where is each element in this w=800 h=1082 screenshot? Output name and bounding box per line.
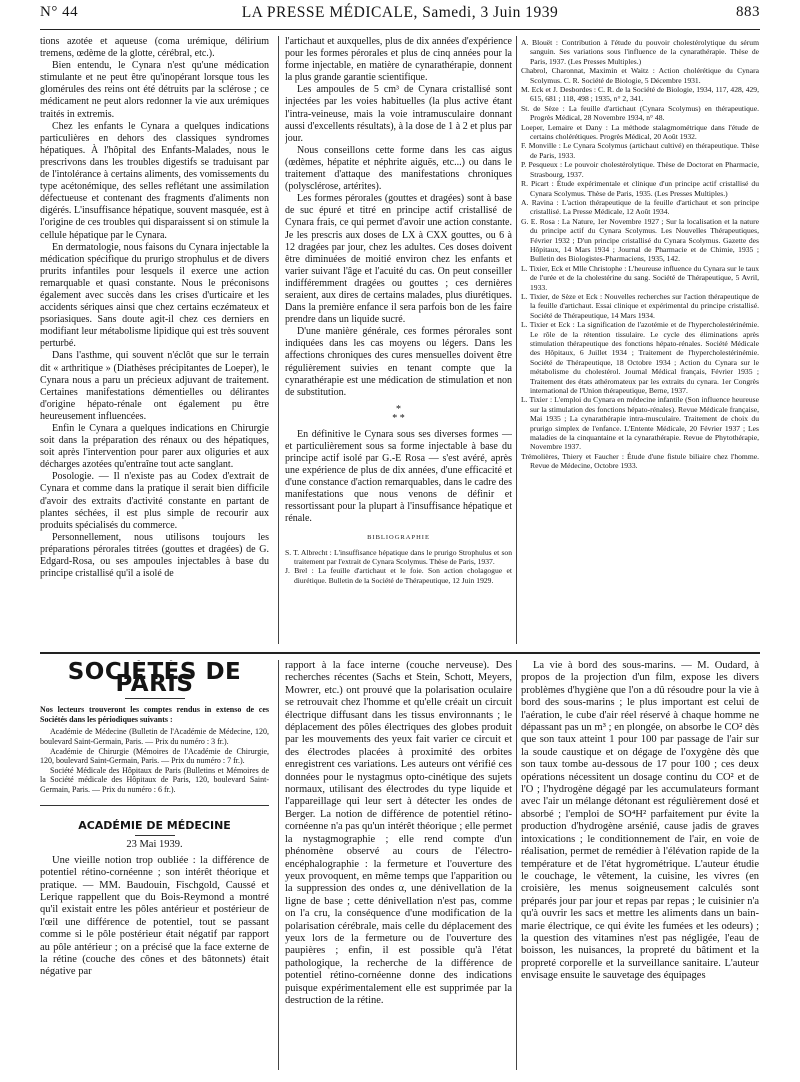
paragraph: La vie à bord des sous-marins. — M. Oudard, à propos de la projection d'un film, expose les divers problèmes d'hygiène que l'on a dû résoudre pour la vie à bord des sous-marins ; le plus important est celui de l'aération, le cube d'air réel réservé à chaque homme ne dépassant pas un m³ ; en plongée, on absorbe le CO² dès que son taux atteint 1 pour 100 par passage de l'air sur la soude caustique et on dégage de l'oxygène dès que son taux tombe au-dessous de 17 pour 100 ; ces deux opérations nécessitent un dosage continu du CO² et de l'O ; l'hydrogène dégagé par les accumulateurs formant avec l'air un mélange détonant est régulièrement dosé et absorbé ; l'emploi de SO⁴H² parfaitement pur évite la production d'hydrogène arsénié, cause jadis de graves intoxications ; le conditionnement de l'air, en voie de réalisation, permet de remédier à l'élévation rapide de la température et de l'état hygrométrique. L'auteur étudie le couchage, le vêtement, la cuisine, les vivres (en croisière, les menus soigneusement calculés sont préparés jour par jour et repas par repas ; le cuisinier n'a qu'à ouvrir les sacs et mettre les aliments dans un bain-marie électrique, ce qui évite les fumées et les odeurs) ; la question des vitamines n'est pas négligée, l'eau de boisson, les nuisances, la propreté du bâtiment et la propreté corporelle et la surveillance sanitaire. L'auteur envisage ensuite le sauvetage des équipages — [521, 660, 759, 982]
bibliography-entry: St. de Sèze : La feuille d'artichaut (Cynara Scolymus) en thérapeutique. Progrès Médical, 28 Novembre 1934, n° 48. — [521, 103, 759, 123]
bibliography-entry: S. T. Albrecht : L'insuffisance hépatique dans le prurigo Strophulus et son traitement par l'extrait de Cynara Scolymus. Thèse de Paris, 1937. — [285, 547, 512, 567]
bibliography-entry: L. Tixier : L'emploi du Cynara en médecine infantile (Son influence heureuse sur la stimulation des fonctions hépato-rénales). Revue Médicale française, Mai 1935 ; La cynarathérapie intra-musculaire. Traitement de choix du prurigo simplex de l'enfance. L'Entente Médicale, 20 Février 1937 ; Les maladies de la cinquantaine et la cynarathérapie. Revue de Phytothérapie, Novembre 1937. — [521, 395, 759, 452]
page-number: 883 — [736, 4, 760, 20]
academy-heading: ACADÉMIE DE MÉDECINE — [78, 818, 231, 832]
bibliography-entry: L. Tixier, Eck et Mlle Christophe : L'heureuse influence du Cynara sur le taux de l'urée et de la cholestérine du sang. Société de Thérapeutique, 5 Avril, 1933. — [521, 263, 759, 292]
paragraph: Chez les enfants le Cynara a quelques indications particulières en dehors des classiques syndromes hépatiques. À l'hôpital des Enfants-Malades, nous le prescrivons dans les troubles digestifs se traduisant par de l'intolérance à certains aliments, des vomissements du type acétonémique, des selles reflétant une assimilation défectueuse et contenant des fragments d'aliments non digérés. L'insuffisance hépatique, souvent masquée, est à l'origine de ces troubles qui disparaissent si on stimule la cellule hépatique par le Cynara. — [40, 120, 269, 241]
communication-text — [40, 855, 269, 979]
bibliography-entry: Trémolières, Thiery et Faucher : Étude d'une fistule biliaire chez l'homme. Revue de Médecine, Octobre 1933. — [521, 451, 759, 471]
bibliography-left — [285, 548, 512, 586]
section-title: SOCIÉTÉS DE PARIS — [67, 660, 242, 698]
paragraph: En définitive le Cynara sous ses diverses formes — et particulièrement sous sa forme injectable à base du principe actif isolé par G.-E Rosa — s'est avéré, après une expérience de plus de dix années, d'une efficacité et d'une constance d'action remarquables, dans le cadre des manifestations que nous venons de définir et ressortissant pour la plupart à l'insuffisance hépatique et rénale. — [285, 428, 512, 525]
paragraph: l'artichaut et auxquelles, plus de dix années d'expérience pour les formes pérorales et plus de cinq années pour la forme injectable, en matière de cynarathérapie, donnent la plus grande garantie scientifique. — [285, 36, 512, 84]
bibliography-entry: A. Ravina : L'action thérapeutique de la feuille d'artichaut et son principe cristallisé. La Presse Médicale, 12 Août 1934. — [521, 197, 759, 217]
bibliography-heading: BIBLIOGRAPHIE — [367, 533, 430, 541]
bibliography-entry: R. Picart : Étude expérimentale et clinique d'un principe actif cristallisé du Cynara Scolymus. Thèse de Paris, 1935. (Les Presses Multiples.) — [521, 179, 759, 198]
divider — [40, 805, 269, 806]
bibliography-right — [521, 38, 759, 648]
periodical-entry: Société Médicale des Hôpitaux de Paris (Bulletins et Mémoires de la Société médicale des Hôpitaux de Paris, 120, boulevard Saint-Germain, Paris. — Prix du numéro : 6 fr.). — [40, 765, 269, 794]
bibliography-entry: P. Pesqueux : Le pouvoir cholestérolytique. Thèse de Doctorat en Pharmacie, Strasbourg, 1937. — [521, 160, 759, 179]
bibliography-entry: L. Tixier et Eck : La signification de l'azotémie et de l'hypercholestérinémie. Le rôle de la rétention tissulaire. Le cycle des éliminations après stimulation thérapeutique des fonctions hépato-rénales. Société Médicale des Hôpitaux, 6 Juillet 1934 ; Traitement de l'hypercholestérinémie. Société de Thérapeutique, 18 Octobre 1934 ; Action du Cynara sur le métabolisme du cholestérol. Journal Médical français, Février 1935 ; Traitement des états athéromateux par les extraits du cynara. 1er Congrès international de l'Union thérapeutique, Berne, 1937. — [521, 320, 759, 396]
bibliography-entry: F. Monville : Le Cynara Scolymus (artichaut cultivé) en thérapeutique. Thèse de Paris, 1933. — [521, 141, 759, 160]
bibliography-entry: L. Tixier, de Sèze et Eck : Nouvelles recherches sur l'action thérapeutique de la feuille d'artichaut. Essai clinique et expérimental du principe cristallisé. Société de Thérapeutique, 14 Mars 1934. — [521, 291, 759, 320]
title-underline — [125, 698, 185, 699]
paragraph: Enfin le Cynara a quelques indications en Chirurgie soit dans la préparation des rénaux ou des hépatiques, soit après l'intervention pour parer aux oliguries et aux décharges azotées qu'entraîne tout acte sanglant. — [40, 423, 269, 471]
academy-underline — [135, 835, 175, 836]
paragraph: Une vieille notion trop oubliée : la différence de potentiel rétino-cornéenne ; son intérêt théorique et pratique. — MM. Baudouin, Fischgold, Caussé et Lerique rappellent que du Bois-Reymond a montré qu'il existait entre les pôles antérieur et postérieur de l'œil une différence de potentiel, tout se passant comme si le pôle postérieur était négatif par rapport au pôle antérieur ; on a précisé que la face externe de la rétine (couche des cônes et des bâtonnets) était négative par — [40, 854, 269, 978]
issue-number: N° 44 — [40, 4, 79, 20]
periodical-entry: Académie de Chirurgie (Mémoires de l'Académie de Chirurgie, 120, boulevard Saint-Germain, Paris. — Prix du numéro : 7 fr.). — [40, 746, 269, 766]
paragraph: Les ampoules de 5 cm³ de Cynara cristallisé sont injectées par les voies habituelles (la plus active étant l'intra-veineuse, mais la voie intramusculaire donnant aussi d'excellents résultats), à la dose de 1 à 2 et plus par jour. — [285, 84, 512, 144]
column-divider — [516, 660, 517, 1070]
paragraph: rapport à la face interne (couche nerveuse). Des recherches récentes (Sachs et Stein, Schott, Meyers, Mowrer, etc.) ont prouvé que la polarisation oculaire se retrouvait chez l'homme et qu'elle créait un circuit électrique diffusant dans les tissus environnants ; le déplacement des pôles électriques des globes produit par les mouvements des yeux fait varier ce circuit et des électrodes placées à proximité des orbites enregistrent ces variations. Les auteurs ont vérifié ces données pour le nystagmus opto-cinétique des sujets normaux, utilisant des électrodes du type liquide et l'appareillage qui leur sert à détecter les ondes de Berger. La notion de différence de potentiel rétino-cornéenne n'a pas qu'un intérêt théorique ; elle permet la nystagmographie ; elle rend compte d'un phénomène observé au cours de l'électro-encéphalographie : la fermeture et l'ouverture des yeux provoquent, en même temps que l'apparition ou la suppression des ondes α, une dénivellation de la ligne de base ; cette dénivellation n'est pas, comme on l'a cru, la conséquence d'une modification de la polarisation cérébrale, mais celle du déplacement des yeux lors de la fermeture ou de l'ouverture des paupières ; enfin, il est possible qu'à l'état pathologique, la recherche de la différence de potentiel rétino-cornéenne donne des indications puisque expérimentalement elle est supprimée par la destruction de la rétine. — [285, 660, 512, 1006]
periodicals-list — [40, 727, 269, 794]
session-date: 23 Mai 1939. — [126, 838, 183, 850]
section-separator — [285, 405, 512, 423]
bibliography-entry: J. Brel : La feuille d'artichaut et le foie. Son action cholagogue et diurétique. Bulletin de la Société de Thérapeutique, 12 Juin 1929. — [285, 566, 512, 585]
societes-column-3 — [521, 660, 759, 1074]
page-header — [40, 0, 760, 28]
societes-column-2 — [285, 660, 512, 1074]
bibliography-entry: G. E. Rosa : La Nature, 1er Novembre 1927 ; Sur la localisation et la nature du principe actif du Cynara Scolymus. Les Nouvelles Thérapeutiques, Février 1932 ; D'un principe cristallisé du Cynara Scolymus. Gazette des Hôpitaux, 14 Mars 1934 ; Journal de Pharmacie et de Chimie, 1935 ; Bulletin des Biologistes-Pharmaciens, 1935, 142. — [521, 216, 759, 264]
column-divider — [516, 36, 517, 644]
paragraph: tions azotée et aqueuse (coma urémique, délirium tremens, œdème de la glotte, cérébral, etc.). — [40, 36, 269, 60]
bibliography-entry: M. Eck et J. Desbordes : C. R. de la Société de Biologie, 1934, 117, 428, 429, 615, 681 ; 118, 498 ; 1935, n° 2, 341. — [521, 85, 759, 104]
separator-stars: * * — [392, 412, 405, 424]
column-divider — [278, 36, 279, 644]
paragraph: Posologie. — Il n'existe pas au Codex d'extrait de Cynara et comme dans la pratique il serait bien difficile d'avoir des extraits d'activité constante en partant de plantes séchées, il est plus simple de recourir aux produits spécialisés du commerce. — [40, 471, 269, 531]
separator-star: * — [396, 403, 401, 415]
paragraph: Nous conseillons cette forme dans les cas aigus (œdèmes, hépatite et néphrite aiguës, etc...) ou dans le traitement d'attaque des manifestations chroniques (polysclérose, artérites). — [285, 144, 512, 193]
paragraph: En dermatologie, nous faisons du Cynara injectable la médication spécifique du prurigo strophulus et de divers prurits infantiles pour lesquels il exerce une action remarquable et quasi constante. Nous le préconisons également avec succès dans les crises d'urticaire et les accidents sériques ainsi que chez certains eczémateux et psoriasiques. Sans doute agit-il chez ces derniers en modifiant leur métabolisme lipidique qui est très souvent perturbé. — [40, 241, 269, 350]
article-column-1 — [40, 36, 269, 648]
paragraph: Les formes pérorales (gouttes et dragées) sont à base de suc épuré et titré en principe actif cristallisé de Cynara frais, ce qui permet d'avoir une action constante. Je les prescris aux doses de LX à CXX gouttes, ou 6 à 12 dragées par jour, chez les adultes. Ces doses doivent être diminuées de moitié environ chez les enfants et varier suivant l'âge et l'acuité du cas. On peut conseiller indifféremment dragées ou gouttes ; ces dernières seraient, aux dires de certains malades, plus diurétiques. Dans la première enfance il sera parfois bon de les faire prendre dans un liquide sucré. — [285, 193, 512, 326]
column-divider — [278, 660, 279, 1070]
intro-text: Nos lecteurs trouveront les comptes rendus in extenso de ces Sociétés dans les périodiques suivants : — [40, 705, 269, 724]
article-column-2 — [285, 36, 512, 648]
section-rule — [40, 652, 760, 654]
paragraph: D'une manière générale, ces formes pérorales sont indiquées dans les cas moyens ou légers. Dans les affections chroniques des cures mensuelles doivent être régulièrement suivies en tenant compte que la cynarathérapie est une médication de stimulation et non de substitution. — [285, 326, 512, 398]
paragraph: Bien entendu, le Cynara n'est qu'une médication stimulante et ne peut être qu'inopérant lorsque tous les glomérules des reins ont été détruits par la sclérose ; ce médicament ne peut alors redonner la vie aux urémiques traités in extremis. — [40, 60, 269, 120]
journal-title: LA PRESSE MÉDICALE, Samedi, 3 Juin 1939 — [241, 4, 559, 21]
bibliography-entry: Loeper, Lemaire et Dany : La méthode stalagmométrique dans l'étude de certains cholérétiques. Progrès Médical, 20 Août 1932. — [521, 122, 759, 142]
header-rule — [40, 29, 760, 30]
bibliography-entry: A. Blouët : Contribution à l'étude du pouvoir cholestérolytique du sérum sanguin. Ses variations sous l'influence de la cynarathérapie. Thèse de Paris, 1937. (Les Presses Multiples.) — [521, 38, 759, 66]
paragraph: Dans l'asthme, qui souvent n'éclôt que sur le terrain dit « arthritique » (Diathèses précipitantes de Loeper), le Cynara nous a paru un précieux adjuvant de traitement. Certaines manifestations démentielles ou délirantes d'origine hépato-rénale ont également pu être heureusement influencées. — [40, 350, 269, 422]
paragraph: Personnellement, nous utilisons toujours les préparations pérorales titrées (gouttes et dragées) de G. Edgard-Rosa, ou ses ampoules injectables à base du principe cristallisé qu'il a isolé de — [40, 531, 269, 580]
societes-column-1 — [40, 660, 269, 1074]
bibliography-entry: Chabrol, Charonnat, Maximin et Waitz : Action cholérétique du Cynara Scolymus. C. R. Société de Biologie, 5 Décembre 1931. — [521, 66, 759, 85]
periodical-entry: Académie de Médecine (Bulletin de l'Académie de Médecine, 120, boulevard Saint-Germain, Paris. — Prix du numéro : 3 fr.). — [40, 727, 269, 746]
